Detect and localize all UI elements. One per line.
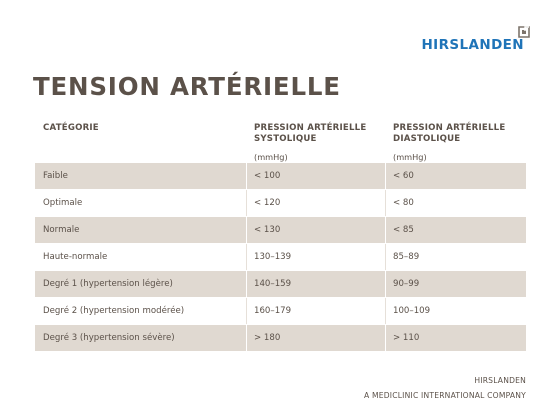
table-row [35,297,526,324]
cell-category: Degré 1 (hypertension légère) [43,279,173,289]
column-divider [385,163,386,189]
cell-category: Degré 3 (hypertension sévère) [43,333,175,343]
column-divider [246,298,247,324]
column-divider [385,271,386,297]
column-divider [246,190,247,216]
cell-category: Optimale [43,198,83,208]
cell-diastolic: < 80 [393,198,414,208]
column-divider [385,190,386,216]
header-systolic: PRESSION ARTÉRIELLE SYSTOLIQUE [254,123,367,144]
header-category: CATÉGORIE [43,123,99,133]
footer-brand: HIRSLANDEN [474,376,526,385]
column-divider [385,244,386,270]
header-diastolic: PRESSION ARTÉRIELLE DIASTOLIQUE [393,123,506,144]
table-header [35,120,526,162]
column-divider [385,217,386,243]
footer-tagline: A MEDICLINIC INTERNATIONAL COMPANY [364,391,526,400]
unit-systolic: (mmHg) [254,152,288,162]
cell-systolic: < 100 [254,171,281,181]
unit-diastolic: (mmHg) [393,152,427,162]
column-divider [246,244,247,270]
column-divider [385,325,386,351]
cell-diastolic: < 85 [393,225,414,235]
cell-diastolic: < 60 [393,171,414,181]
cell-systolic: > 180 [254,333,281,343]
cell-diastolic: 90–99 [393,279,420,289]
table-row [35,162,526,189]
table-row [35,324,526,351]
footer [364,373,526,403]
cell-systolic: 160–179 [254,306,292,316]
cell-category: Faible [43,171,68,181]
table-row [35,270,526,297]
cell-diastolic: 85–89 [393,252,420,262]
column-divider [246,163,247,189]
cell-systolic: < 120 [254,198,281,208]
logo-text: HIRSLANDEN [421,37,524,53]
cell-category: Normale [43,225,80,235]
cell-category: Haute-normale [43,252,108,262]
column-divider [246,217,247,243]
cell-systolic: 140–159 [254,279,292,289]
cell-category: Degré 2 (hypertension modérée) [43,306,185,316]
page-title: TENSION ARTÉRIELLE [33,72,341,101]
column-divider [246,325,247,351]
column-divider [385,298,386,324]
cell-diastolic: 100–109 [393,306,431,316]
table-row [35,189,526,216]
table-row [35,216,526,243]
column-divider [246,271,247,297]
cell-systolic: 130–139 [254,252,292,262]
blood-pressure-table [35,120,526,351]
cell-systolic: < 130 [254,225,281,235]
hirslanden-logo [400,26,530,54]
table-row [35,243,526,270]
cell-diastolic: > 110 [393,333,420,343]
